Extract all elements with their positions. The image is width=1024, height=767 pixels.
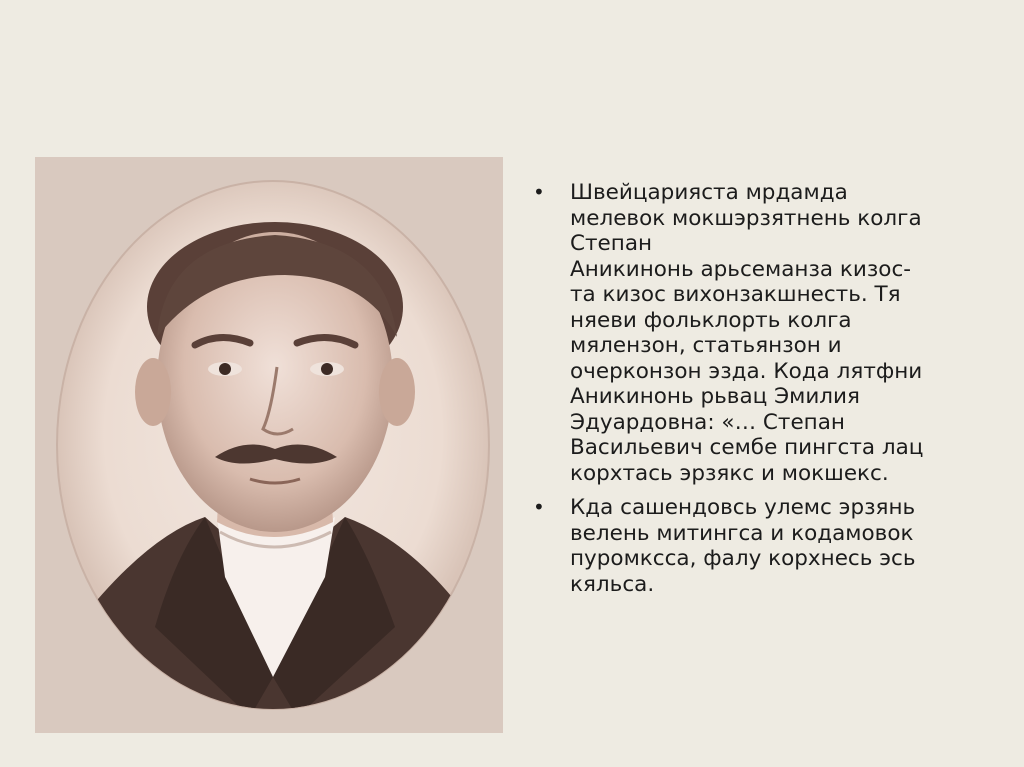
text-line: Аникинонь арьсеманза кизос- (570, 256, 912, 282)
text-line: Эдуардовна: «… Степан (570, 409, 845, 435)
text-line: Степан (570, 231, 653, 256)
portrait-photo (35, 157, 503, 733)
body-text (533, 180, 973, 606)
text-line: Кда сашендовсь улемс эрзянь (570, 495, 916, 520)
text-line: мялензон, статьянзон и (570, 333, 842, 358)
text-line: кяльса. (570, 571, 655, 597)
text-line: Васильевич сембе пингста лац (570, 435, 924, 460)
text-line: няеви фольклорть колга (570, 307, 852, 333)
text-line: пуромксса, фалу корхнесь эсь (570, 546, 916, 571)
portrait-image (35, 157, 503, 733)
bullet-item-2 (533, 495, 973, 597)
text-line: та кизос вихонзакшнесть. Тя (570, 282, 901, 307)
text-line: Швейцарияста мрдамда (570, 180, 848, 205)
text-line: мелевок мокшэрзятнень колга (570, 205, 922, 231)
text-line: корхтась эрзякс и мокшекс. (570, 460, 889, 486)
text-line: очерконзон эзда. Кода лятфни (570, 358, 923, 384)
bullet-icon: • (533, 180, 545, 204)
bullet-icon: • (533, 495, 545, 519)
text-line: Аникинонь рьвац Эмилия (570, 384, 860, 409)
bullet-list (533, 180, 973, 597)
text-line: велень митингса и кодамовок (570, 520, 914, 546)
bullet-item-1 (533, 180, 973, 486)
